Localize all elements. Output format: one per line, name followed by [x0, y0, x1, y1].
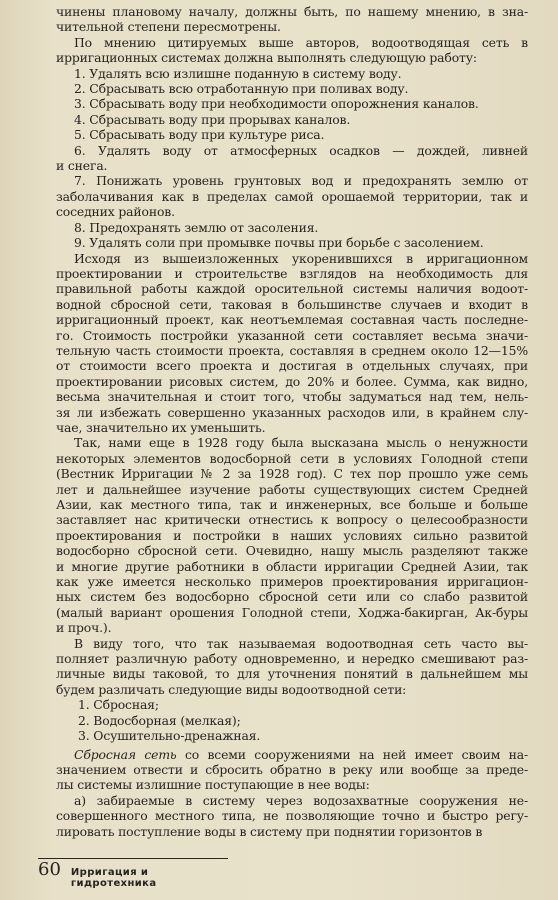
- text-line: чинены плановому началу, должны быть, по нашему мнению, в зна-: [56, 4, 528, 19]
- text-line: 5. Сбрасывать воду при культуре риса.: [74, 127, 325, 143]
- text-line: ирригационный проект, как неотъемлемая составная часть последне-: [56, 312, 528, 328]
- text-line: проектировании и строительстве взглядов на необходимость для: [56, 265, 528, 281]
- text-line: Так, нами еще в 1928 году была высказана мысль о ненужности: [74, 435, 528, 451]
- text-line: 3. Сбрасывать воду при необходимости опорожнения каналов.: [74, 96, 479, 112]
- text-line: заставляет нас критически отнестись к вопросу о целесообразности: [56, 512, 528, 528]
- text-line: 3. Осушительно-дренажная.: [78, 728, 261, 744]
- text-line: чае, значительно их уменьшить.: [56, 419, 266, 435]
- text-line: заболачивания как в пределах самой орошаемой территории, так и: [56, 188, 528, 204]
- text-line: и снега.: [56, 158, 108, 174]
- text-line: лет и дальнейшее изучение работы существующих систем Средней: [56, 481, 528, 497]
- text-line: весьма значительная и стоит того, чтобы задуматься над тем, нель-: [56, 389, 528, 405]
- text-line: а) забираемые в систему через водозахватные сооружения не-: [74, 792, 528, 808]
- text-line: 2. Сбрасывать всю отработанную при поливах воду.: [74, 81, 409, 97]
- text-line: 6. Удалять воду от атмосферных осадков — дождей, ливней: [74, 142, 528, 158]
- text-line: Исходя из вышеизложенных укоренившихся в ирригационном: [74, 250, 528, 266]
- text-line: 4. Сбрасывать воду при прорывах каналов.: [74, 111, 351, 127]
- text-line: соседних районов.: [56, 204, 175, 220]
- page-number: 60: [38, 859, 61, 880]
- text-line: ных систем без водосборно сбросной сети или со слабо развитой: [56, 589, 528, 605]
- text-line: 1. Удалять всю излишне поданную в систему воду.: [74, 65, 402, 81]
- text-line: проектирования и постройки в наших условиях сильно развитой: [56, 527, 528, 543]
- text-line: лы системы излишние поступающие в нее воды:: [56, 777, 370, 793]
- page-footer: [38, 858, 228, 889]
- text-line: (Вестник Ирригации № 2 за 1928 год). С тех пор прошло уже семь: [56, 466, 528, 482]
- text-line: и многие другие работники в области ирригации Средней Азии, так: [56, 558, 528, 574]
- text-line: чительной степени пересмотрены.: [56, 19, 281, 35]
- text-line: В виду того, что так называемая водоотводная сеть часто вы-: [74, 635, 528, 651]
- text-line: тельную часть стоимости проекта, составляя в среднем около 12—15%: [56, 342, 528, 358]
- text-line: будем различать следующие виды водоотводной сети:: [56, 681, 407, 697]
- body-text: [56, 4, 528, 839]
- line-rest: со всеми сооружениями на ней имеет своим на-: [176, 746, 528, 762]
- text-line: полняет различную работу одновременно, и нередко смешивают раз-: [56, 651, 528, 667]
- text-line: значением отвести и сбросить обратно в реку или вообще за преде-: [56, 761, 528, 777]
- text-line: от стоимости всего проекта и достигая в отдельных случаях, при: [56, 358, 528, 374]
- text-line: 2. Водосборная (мелкая);: [78, 712, 241, 728]
- text-line: правильной работы каждой оросительной системы наличия водоот-: [56, 281, 528, 297]
- italic-term: Сбросная сеть: [74, 746, 177, 762]
- text-line: личные виды таковой, то для уточнения понятий в дальнейшем мы: [56, 666, 528, 682]
- text-line: некоторых элементов водосборной сети в условиях Голодной степи: [56, 450, 528, 466]
- text-line: водной сбросной сети, таковая в большинстве случаев и входит в: [56, 296, 528, 312]
- text-line: 8. Предохранять землю от засоления.: [74, 219, 319, 235]
- text-line: Азии, как местного типа, так и инженерных, все больше и больше: [56, 497, 528, 512]
- text-line: го. Стоимость постройки указанной сети составляет весьма значи-: [56, 327, 528, 343]
- text-line: ирригационных системах должна выполнять следующую работу:: [56, 50, 477, 66]
- text-line: 7. Понижать уровень грунтовых вод и предохранять землю от: [74, 173, 528, 189]
- text-line: проектировании рисовых систем, до 20% и более. Сумма, как видно,: [56, 373, 528, 389]
- text-line: совершенного местного типа, не позволяющие точно и быстро регу-: [56, 808, 528, 824]
- text-line: 9. Удалять соли при промывке почвы при борьбе с засолением.: [74, 235, 484, 251]
- text-line: [56, 747, 528, 762]
- text-line: и проч.).: [56, 620, 112, 636]
- text-line: По мнению цитируемых выше авторов, водоотводящая сеть в: [74, 34, 528, 50]
- text-line: 1. Сбросная;: [78, 697, 159, 713]
- text-line: (малый вариант орошения Голодной степи, Ходжа-бакирган, Ак-буры: [56, 604, 528, 620]
- text-line: как уже имеется несколько примеров проектирования ирригацион-: [56, 574, 528, 590]
- text-line: лировать поступление воды в систему при поднятии горизонтов в: [56, 823, 483, 839]
- running-title: Ирригация и гидротехника: [70, 867, 157, 889]
- text-line: водосборно сбросной сети. Очевидно, нашу мысль разделяют также: [56, 543, 528, 559]
- text-line: зя ли избежать совершенно указанных расходов или, в крайнем слу-: [56, 404, 528, 420]
